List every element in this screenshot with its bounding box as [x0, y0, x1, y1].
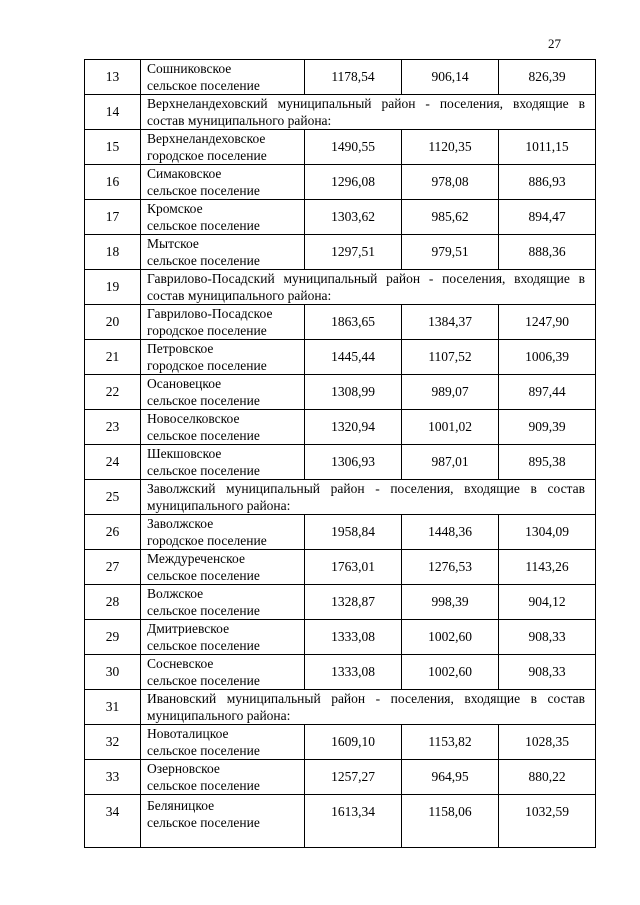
settlement-type: городское поселение	[147, 323, 267, 338]
value-col-3: 1304,09	[499, 515, 596, 550]
row-number: 32	[85, 725, 141, 760]
table-row	[85, 375, 596, 410]
settlement-title: Сошниковское	[147, 61, 232, 76]
value-col-1: 1303,62	[305, 200, 402, 235]
settlement-type: сельское поселение	[147, 568, 260, 583]
row-number: 17	[85, 200, 141, 235]
district-heading: Ивановский муниципальный район - поселения, входящие в состав муниципального района:	[141, 690, 596, 725]
settlement-name	[141, 60, 305, 95]
value-col-2: 978,08	[402, 165, 499, 200]
settlement-title: Кромское	[147, 201, 203, 216]
value-col-2: 985,62	[402, 200, 499, 235]
value-col-3: 886,93	[499, 165, 596, 200]
settlement-name	[141, 760, 305, 795]
value-col-1: 1445,44	[305, 340, 402, 375]
page-number: 27	[548, 36, 561, 51]
value-col-1: 1306,93	[305, 445, 402, 480]
settlement-name	[141, 305, 305, 340]
settlement-title: Верхнеландеховское	[147, 131, 266, 146]
row-number: 26	[85, 515, 141, 550]
value-col-3: 1028,35	[499, 725, 596, 760]
value-col-1: 1328,87	[305, 585, 402, 620]
settlement-name	[141, 165, 305, 200]
settlement-type: сельское поселение	[147, 778, 260, 793]
settlement-name	[141, 375, 305, 410]
table-row	[85, 550, 596, 585]
settlement-title: Озерновское	[147, 761, 220, 776]
value-col-3: 897,44	[499, 375, 596, 410]
settlement-type: сельское поселение	[147, 183, 260, 198]
row-number: 24	[85, 445, 141, 480]
settlement-title: Мытское	[147, 236, 199, 251]
table-row	[85, 235, 596, 270]
value-col-2: 979,51	[402, 235, 499, 270]
table-row	[85, 795, 596, 848]
value-col-2: 1002,60	[402, 655, 499, 690]
row-number: 30	[85, 655, 141, 690]
row-number: 16	[85, 165, 141, 200]
table-row	[85, 725, 596, 760]
value-col-1: 1763,01	[305, 550, 402, 585]
settlement-title: Волжское	[147, 586, 204, 601]
value-col-3: 894,47	[499, 200, 596, 235]
settlement-title: Беляницкое	[147, 798, 215, 813]
value-col-3: 908,33	[499, 620, 596, 655]
value-col-3: 888,36	[499, 235, 596, 270]
settlement-type: сельское поселение	[147, 463, 260, 478]
row-number: 21	[85, 340, 141, 375]
value-col-2: 906,14	[402, 60, 499, 95]
district-row	[85, 480, 596, 515]
settlement-title: Осановецкое	[147, 376, 222, 391]
value-col-1: 1320,94	[305, 410, 402, 445]
table-row	[85, 760, 596, 795]
table-row	[85, 130, 596, 165]
table-row	[85, 165, 596, 200]
table-row	[85, 515, 596, 550]
table-row	[85, 60, 596, 95]
settlement-title: Дмитриевское	[147, 621, 230, 636]
value-col-1: 1333,08	[305, 620, 402, 655]
row-number: 28	[85, 585, 141, 620]
district-row	[85, 95, 596, 130]
settlement-type: сельское поселение	[147, 218, 260, 233]
value-col-1: 1333,08	[305, 655, 402, 690]
value-col-3: 1032,59	[499, 795, 596, 848]
row-number: 20	[85, 305, 141, 340]
value-col-1: 1609,10	[305, 725, 402, 760]
settlement-type: сельское поселение	[147, 428, 260, 443]
settlement-type: сельское поселение	[147, 78, 260, 93]
value-col-2: 1001,02	[402, 410, 499, 445]
value-col-2: 964,95	[402, 760, 499, 795]
value-col-2: 998,39	[402, 585, 499, 620]
district-heading: Гаврилово-Посадский муниципальный район - поселения, входящие в состав муниципального района:	[141, 270, 596, 305]
settlement-title: Междуреченское	[147, 551, 245, 566]
district-heading: Верхнеландеховский муниципальный район - поселения, входящие в состав муниципального района:	[141, 95, 596, 130]
value-col-3: 880,22	[499, 760, 596, 795]
settlement-title: Сосневское	[147, 656, 214, 671]
table-row	[85, 305, 596, 340]
settlement-title: Петровское	[147, 341, 214, 356]
row-number: 22	[85, 375, 141, 410]
row-number: 31	[85, 690, 141, 725]
row-number: 34	[85, 795, 141, 848]
district-row	[85, 270, 596, 305]
value-col-2: 987,01	[402, 445, 499, 480]
value-col-1: 1297,51	[305, 235, 402, 270]
row-number: 18	[85, 235, 141, 270]
settlement-name	[141, 515, 305, 550]
value-col-3: 904,12	[499, 585, 596, 620]
settlement-title: Шекшовское	[147, 446, 222, 461]
value-col-1: 1863,65	[305, 305, 402, 340]
table-row	[85, 340, 596, 375]
settlement-type: городское поселение	[147, 533, 267, 548]
table-row	[85, 445, 596, 480]
settlement-title: Гаврилово-Посадское	[147, 306, 273, 321]
settlement-name	[141, 200, 305, 235]
settlement-table	[84, 59, 596, 848]
settlement-type: сельское поселение	[147, 393, 260, 408]
settlement-type: сельское поселение	[147, 638, 260, 653]
settlement-name	[141, 795, 305, 848]
table-row	[85, 655, 596, 690]
value-col-2: 1276,53	[402, 550, 499, 585]
district-heading: Заволжский муниципальный район - поселения, входящие в состав муниципального района:	[141, 480, 596, 515]
settlement-type: сельское поселение	[147, 815, 260, 830]
row-number: 23	[85, 410, 141, 445]
settlement-name	[141, 725, 305, 760]
row-number: 19	[85, 270, 141, 305]
value-col-1: 1308,99	[305, 375, 402, 410]
table-body	[85, 60, 596, 848]
value-col-2: 1107,52	[402, 340, 499, 375]
settlement-name	[141, 235, 305, 270]
settlement-title: Новоталицкое	[147, 726, 229, 741]
value-col-3: 908,33	[499, 655, 596, 690]
settlement-title: Заволжское	[147, 516, 214, 531]
value-col-1: 1613,34	[305, 795, 402, 848]
row-number: 27	[85, 550, 141, 585]
settlement-title: Симаковское	[147, 166, 222, 181]
settlement-name	[141, 655, 305, 690]
value-col-3: 826,39	[499, 60, 596, 95]
row-number: 25	[85, 480, 141, 515]
settlement-type: сельское поселение	[147, 673, 260, 688]
value-col-3: 1011,15	[499, 130, 596, 165]
settlement-name	[141, 585, 305, 620]
settlement-type: сельское поселение	[147, 743, 260, 758]
value-col-3: 1247,90	[499, 305, 596, 340]
district-row	[85, 690, 596, 725]
value-col-2: 989,07	[402, 375, 499, 410]
settlement-name	[141, 130, 305, 165]
value-col-1: 1296,08	[305, 165, 402, 200]
value-col-2: 1120,35	[402, 130, 499, 165]
settlement-name	[141, 620, 305, 655]
value-col-1: 1178,54	[305, 60, 402, 95]
value-col-3: 1143,26	[499, 550, 596, 585]
value-col-2: 1448,36	[402, 515, 499, 550]
settlement-name	[141, 445, 305, 480]
table-row	[85, 410, 596, 445]
table-row	[85, 200, 596, 235]
row-number: 14	[85, 95, 141, 130]
settlement-title: Новоселковское	[147, 411, 240, 426]
value-col-1: 1958,84	[305, 515, 402, 550]
row-number: 15	[85, 130, 141, 165]
settlement-type: сельское поселение	[147, 253, 260, 268]
settlement-type: городское поселение	[147, 358, 267, 373]
value-col-3: 909,39	[499, 410, 596, 445]
settlement-name	[141, 550, 305, 585]
value-col-2: 1153,82	[402, 725, 499, 760]
value-col-1: 1257,27	[305, 760, 402, 795]
value-col-3: 895,38	[499, 445, 596, 480]
row-number: 33	[85, 760, 141, 795]
table-row	[85, 620, 596, 655]
settlement-type: сельское поселение	[147, 603, 260, 618]
settlement-type: городское поселение	[147, 148, 267, 163]
value-col-2: 1002,60	[402, 620, 499, 655]
value-col-2: 1384,37	[402, 305, 499, 340]
value-col-1: 1490,55	[305, 130, 402, 165]
settlement-name	[141, 340, 305, 375]
value-col-3: 1006,39	[499, 340, 596, 375]
table-row	[85, 585, 596, 620]
row-number: 29	[85, 620, 141, 655]
settlement-name	[141, 410, 305, 445]
value-col-2: 1158,06	[402, 795, 499, 848]
row-number: 13	[85, 60, 141, 95]
